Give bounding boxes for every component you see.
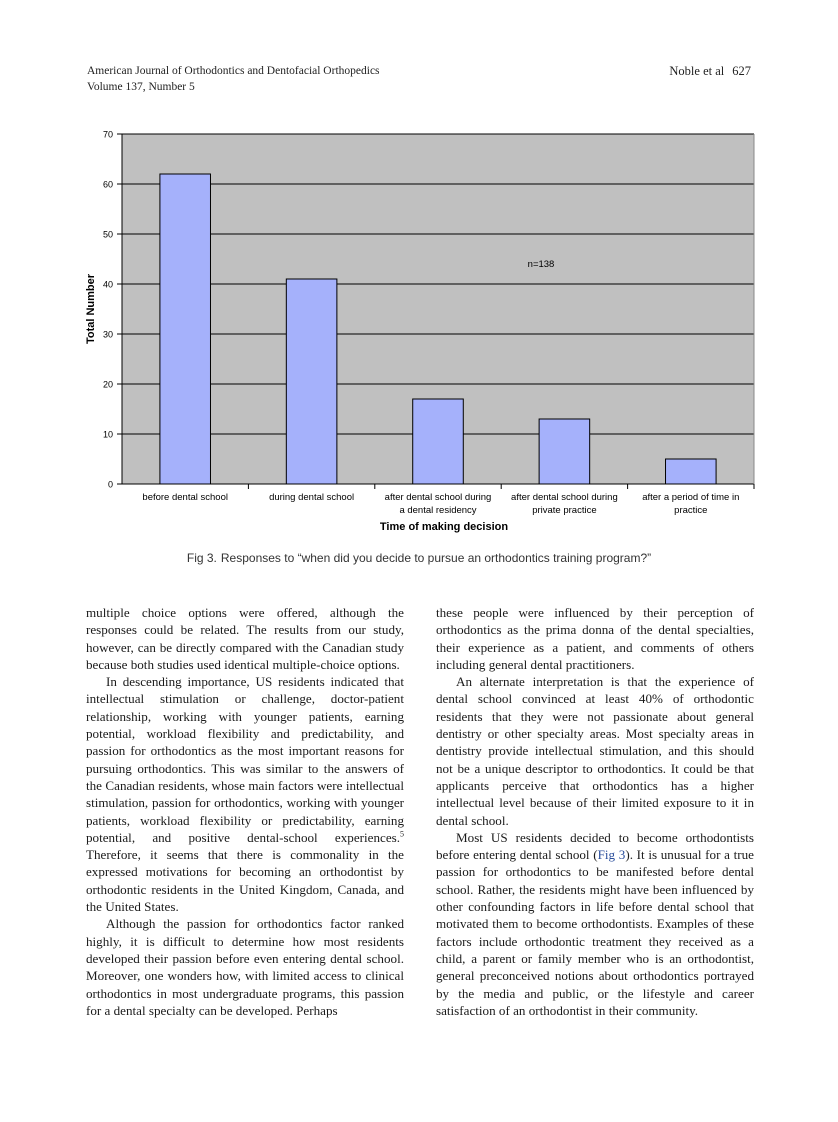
paragraph-text: In descending importance, US residents indicated that intellectual stimulation or challenge, doctor-patient relationship, working with younger patients, earning potential, workload flexibility and predictability, and passion for orthodontics as the most important reasons for pursuing orthodontics. This was similar to the answers of the Canadian residents, whose main factors were intellectual stimulation, passion for orthodontics, working with younger patients, workload flexibility or predictability, earning potential, and positive dental-school experiences. xyxy=(86,674,404,845)
left-column xyxy=(86,604,404,1019)
x-tick-label: after a period of time in xyxy=(642,492,740,503)
paragraph: these people were influenced by their perception of orthodontics as the prima donna of the dental specialties, their experience as a patient, and comments of others including general dental practitioners. xyxy=(436,605,754,672)
paragraph: An alternate interpretation is that the experience of dental school convinced at least 40% of orthodontic residents that they were not passionate about general dentistry or other specialty areas. Most specialty areas in dentistry provide intellectual stimulation, and this should not be a unique descriptor to orthodontics. It could be that applicants perceive that orthodontics has a higher intellectual level because of their limited exposure to it in dental school. xyxy=(436,674,754,828)
bar xyxy=(539,419,590,484)
journal-volume: Volume 137, Number 5 xyxy=(87,81,195,93)
bar xyxy=(160,174,211,484)
bar xyxy=(286,279,337,484)
paragraph-text: Therefore, it seems that there is commonality in the expressed motivations for becoming an orthodontist by orthodontic residents in the United Kingdom, Canada, and the United States. xyxy=(86,847,404,915)
caption-label: Fig 3. xyxy=(186,551,217,565)
figure-caption xyxy=(0,551,838,565)
y-tick-label: 30 xyxy=(102,329,113,340)
paragraph xyxy=(436,829,754,1019)
x-tick-label: during dental school xyxy=(269,492,355,503)
figure-reference-link[interactable]: Fig 3 xyxy=(597,847,626,863)
bar-chart xyxy=(0,120,838,545)
journal-title: American Journal of Orthodontics and Dentofacial Orthopedics xyxy=(87,65,380,77)
right-column xyxy=(436,604,754,1019)
x-tick-label: before dental school xyxy=(142,492,228,503)
sample-size-annotation: n=138 xyxy=(527,259,555,270)
y-axis-label: Total Number xyxy=(85,273,97,345)
paragraph-text: ). It is unusual for a true passion for orthodontics to be manifested before dental school. Rather, the residents might have been influenced by other confounding factors in life before dental school that motivated them to become orthodontists. Examples of these factors include orthodontic treatment they received as a child, a parent or family member who is an orthodontist, general preconceived notions about orthodontics portrayed by the media and public, or the lifestyle and career satisfaction of an orthodontist in their community. xyxy=(436,847,754,1018)
y-tick-label: 70 xyxy=(102,129,113,140)
x-tick-label: after dental school during xyxy=(384,492,492,503)
paragraph xyxy=(86,673,404,915)
caption-text: Responses to “when did you decide to pursue an orthodontics training program?” xyxy=(220,551,652,565)
running-authors: Noble et al xyxy=(669,64,725,78)
y-tick-label: 50 xyxy=(102,229,113,240)
y-tick-label: 60 xyxy=(102,179,113,190)
x-axis-label: Time of making decision xyxy=(379,521,509,533)
x-tick-label: a dental residency xyxy=(399,505,477,516)
x-tick-label: after dental school during xyxy=(511,492,618,503)
author-page xyxy=(669,63,751,79)
bar xyxy=(413,399,464,484)
x-tick-label: private practice xyxy=(532,505,597,516)
paragraph: multiple choice options were offered, although the responses could be related. The results from our study, however, can be directly compared with the Canadian study because both studies used identical multiple-choice options. xyxy=(86,605,404,672)
y-tick-label: 40 xyxy=(102,279,113,290)
x-tick-label: practice xyxy=(674,505,708,516)
y-tick-label: 20 xyxy=(102,379,113,390)
y-tick-label: 10 xyxy=(102,429,113,440)
paragraph-text: Most US residents decided to become orthodontists before entering dental school ( xyxy=(436,829,754,863)
page-number: 627 xyxy=(732,64,751,78)
journal-info xyxy=(87,63,380,95)
paragraph: Although the passion for orthodontics factor ranked highly, it is difficult to determine how most residents developed their passion before even entering dental school. Moreover, one wonders how, with limited access to clinical orthodontics in most undergraduate programs, this passion for a dental specialty can be developed. Perhaps xyxy=(86,916,404,1018)
bar xyxy=(666,459,717,484)
y-tick-label: 0 xyxy=(107,479,113,490)
reference-citation[interactable]: 5 xyxy=(400,829,404,839)
